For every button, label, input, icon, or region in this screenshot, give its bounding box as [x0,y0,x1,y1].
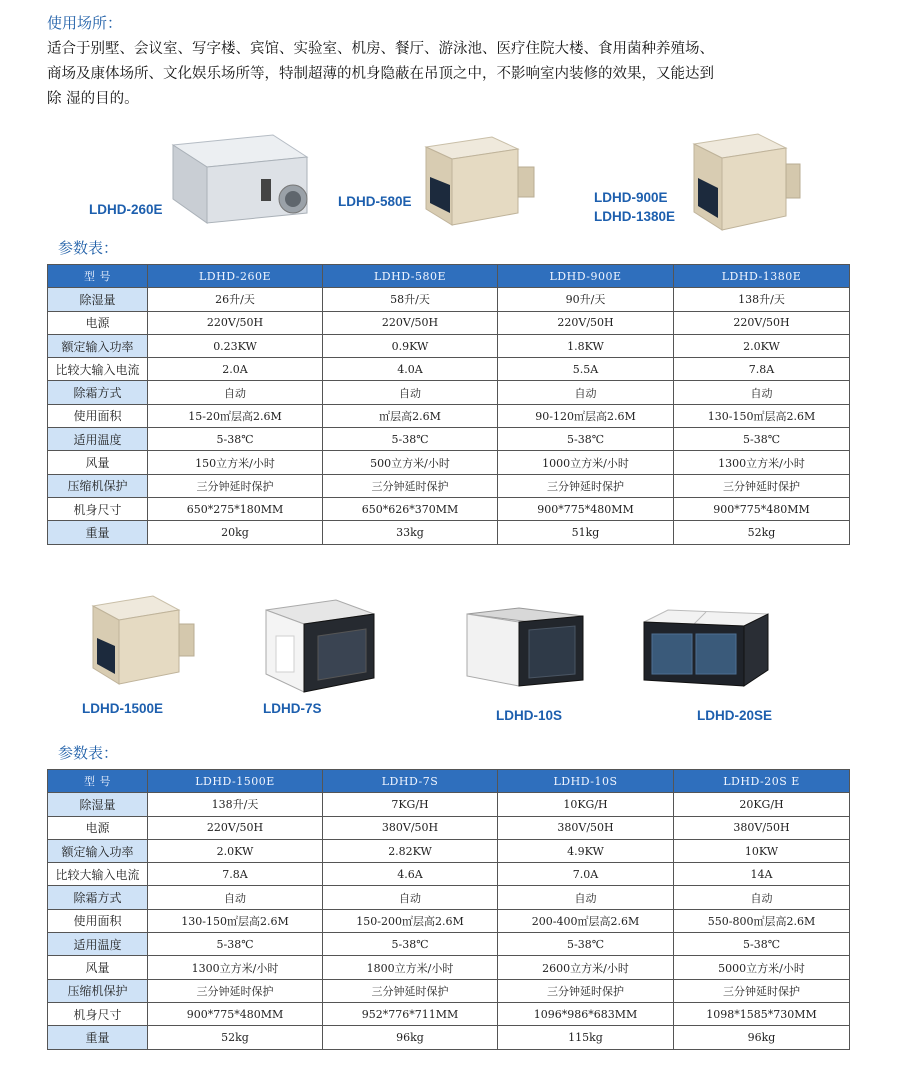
table-cell: 1.8KW [498,334,674,357]
table-cell: 900*775*480MM [498,497,674,520]
table-cell: 130-150㎡层高2.6M [148,909,323,932]
row-label: 适用温度 [48,428,148,451]
table-cell: 2.0A [148,358,323,381]
product-label-ldhd-580e: LDHD-580E [338,194,412,209]
table-cell: 5-38℃ [498,428,674,451]
table-cell: 5-38℃ [323,428,498,451]
table-cell: 138升/天 [674,288,850,311]
row-label: 除霜方式 [48,381,148,404]
table-row [48,933,850,956]
table-cell: 52kg [674,521,850,544]
table-cell: 三分钟延时保护 [148,474,323,497]
product-image-ldhd-10s [463,604,588,688]
table-cell: 自动 [498,381,674,404]
product-image-ldhd-7s [262,596,380,694]
table-cell: 自动 [323,886,498,909]
table-cell: 115kg [498,1026,674,1049]
table-row [48,311,850,334]
table-row [48,381,850,404]
row-label: 额定输入功率 [48,334,148,357]
table-cell: 20kg [148,521,323,544]
table-cell: 220V/50H [674,311,850,334]
row-label: 额定输入功率 [48,839,148,862]
table-cell: 1300立方米/小时 [674,451,850,474]
row-label: 电源 [48,311,148,334]
row-label: 使用面积 [48,404,148,427]
table-cell: 130-150㎡层高2.6M [674,404,850,427]
table-header-row [48,265,850,288]
table-cell: 三分钟延时保护 [148,979,323,1002]
product-label-ldhd-10s: LDHD-10S [496,708,563,723]
table-cell: 5-38℃ [323,933,498,956]
table-cell: 150立方米/小时 [148,451,323,474]
row-label: 重量 [48,521,148,544]
spec-table-2 [47,769,850,1050]
table-cell: 380V/50H [498,816,674,839]
spec-table-1 [47,264,850,545]
table-cell: 2.82KW [323,839,498,862]
row-label: 压缩机保护 [48,979,148,1002]
table-cell: 1800立方米/小时 [323,956,498,979]
table-cell: 952*776*711MM [323,1002,498,1025]
header-model-cell: LDHD-580E [323,265,498,288]
row-label: 适用温度 [48,933,148,956]
table-cell: 20KG/H [674,793,850,816]
product-image-ldhd-20se [640,606,770,690]
row-label: 比较大输入电流 [48,358,148,381]
usage-heading: 使用场所： [47,14,123,32]
product-label-ldhd-20se: LDHD-20SE [697,708,773,723]
table-cell: 5-38℃ [148,428,323,451]
table-row [48,886,850,909]
table-cell: 5-38℃ [674,933,850,956]
table-cell: 550-800㎡层高2.6M [674,909,850,932]
product-image-ldhd-260e [165,127,315,227]
table-cell: 1098*1585*730MM [674,1002,850,1025]
table-row [48,979,850,1002]
usage-line: 除 湿的目的。 [47,91,139,107]
product-label-ldhd-7s: LDHD-7S [263,701,322,716]
table-cell: 900*775*480MM [674,497,850,520]
table-cell: 三分钟延时保护 [498,474,674,497]
table-row [48,288,850,311]
table-header-row [48,770,850,793]
header-model-cell: LDHD-1380E [674,265,850,288]
table-cell: ㎡层高2.6M [323,404,498,427]
table-cell: 900*775*480MM [148,1002,323,1025]
table-cell: 380V/50H [323,816,498,839]
table-cell: 4.9KW [498,839,674,862]
row-label: 风量 [48,451,148,474]
product-label-ldhd-260e: LDHD-260E [89,202,163,217]
usage-line: 适合于别墅、会议室、写字楼、宾馆、实验室、机房、餐厅、游泳池、医疗住院大楼、食用菌种养殖场、 [47,41,714,57]
header-model-cell: LDHD-1500E [148,770,323,793]
row-label: 风量 [48,956,148,979]
table-row [48,793,850,816]
row-label: 重量 [48,1026,148,1049]
table-cell: 5000立方米/小时 [674,956,850,979]
table-cell: 5-38℃ [498,933,674,956]
table-cell: 自动 [674,886,850,909]
table-row [48,956,850,979]
row-label: 压缩机保护 [48,474,148,497]
table-cell: 15-20㎡层高2.6M [148,404,323,427]
table-cell: 90升/天 [498,288,674,311]
product-label-ldhd-900e-1380e: LDHD-900E LDHD-1380E [594,190,676,224]
table-cell: 96kg [323,1026,498,1049]
table-row [48,404,850,427]
table-row [48,497,850,520]
spec-table-heading: 参数表： [58,239,119,257]
usage-line: 商场及康体场所、文化娱乐场所等，特制超薄的机身隐蔽在吊顶之中，不影响室内装修的效果，又能达到 [47,66,714,82]
table-cell: 三分钟延时保护 [674,979,850,1002]
table-cell: 自动 [674,381,850,404]
product-label-ldhd-1500e: LDHD-1500E [82,701,164,716]
header-model-cell: LDHD-10S [498,770,674,793]
header-model-cell: LDHD-7S [323,770,498,793]
table-cell: 7.0A [498,863,674,886]
table-cell: 96kg [674,1026,850,1049]
table-cell: 5.5A [498,358,674,381]
table-row [48,839,850,862]
row-label: 使用面积 [48,909,148,932]
table-row [48,428,850,451]
table-cell: 自动 [148,381,323,404]
row-label: 机身尺寸 [48,497,148,520]
table-cell: 26升/天 [148,288,323,311]
table-cell: 650*626*370MM [323,497,498,520]
table-row [48,909,850,932]
product-image-ldhd-580e [412,133,537,231]
table-cell: 58升/天 [323,288,498,311]
table-cell: 4.0A [323,358,498,381]
usage-description [47,37,857,112]
product-image-ldhd-900e [688,130,803,235]
table-cell: 自动 [148,886,323,909]
table-cell: 220V/50H [148,311,323,334]
table-cell: 200-400㎡层高2.6M [498,909,674,932]
table-cell: 三分钟延时保护 [498,979,674,1002]
table-cell: 220V/50H [323,311,498,334]
table-cell: 0.9KW [323,334,498,357]
table-row [48,863,850,886]
table-cell: 380V/50H [674,816,850,839]
row-label: 除霜方式 [48,886,148,909]
table-cell: 650*275*180MM [148,497,323,520]
table-cell: 三分钟延时保护 [674,474,850,497]
table-cell: 三分钟延时保护 [323,979,498,1002]
table-cell: 220V/50H [498,311,674,334]
product-image-ldhd-1500e [87,592,197,692]
table-row [48,1002,850,1025]
table-cell: 90-120㎡层高2.6M [498,404,674,427]
table-cell: 2.0KW [148,839,323,862]
table-cell: 7KG/H [323,793,498,816]
table-cell: 5-38℃ [148,933,323,956]
table-cell: 500立方米/小时 [323,451,498,474]
header-model-label: 型 号 [48,265,148,288]
row-label: 比较大输入电流 [48,863,148,886]
row-label: 除湿量 [48,793,148,816]
spec-table-heading: 参数表： [58,744,119,762]
table-cell: 1096*986*683MM [498,1002,674,1025]
table-row [48,474,850,497]
table-cell: 52kg [148,1026,323,1049]
table-row [48,521,850,544]
table-cell: 0.23KW [148,334,323,357]
table-cell: 4.6A [323,863,498,886]
header-model-cell: LDHD-260E [148,265,323,288]
table-cell: 自动 [323,381,498,404]
row-label: 电源 [48,816,148,839]
table-cell: 150-200㎡层高2.6M [323,909,498,932]
table-cell: 138升/天 [148,793,323,816]
table-cell: 10KG/H [498,793,674,816]
table-row [48,451,850,474]
table-cell: 1000立方米/小时 [498,451,674,474]
header-model-label: 型 号 [48,770,148,793]
header-model-cell: LDHD-20S E [674,770,850,793]
row-label: 除湿量 [48,288,148,311]
table-cell: 7.8A [674,358,850,381]
table-cell: 51kg [498,521,674,544]
table-cell: 自动 [498,886,674,909]
table-cell: 三分钟延时保护 [323,474,498,497]
table-cell: 14A [674,863,850,886]
table-cell: 33kg [323,521,498,544]
table-cell: 10KW [674,839,850,862]
table-cell: 5-38℃ [674,428,850,451]
header-model-cell: LDHD-900E [498,265,674,288]
table-cell: 220V/50H [148,816,323,839]
table-cell: 2600立方米/小时 [498,956,674,979]
table-cell: 7.8A [148,863,323,886]
table-row [48,358,850,381]
table-cell: 1300立方米/小时 [148,956,323,979]
table-cell: 2.0KW [674,334,850,357]
row-label: 机身尺寸 [48,1002,148,1025]
table-row [48,1026,850,1049]
table-row [48,816,850,839]
table-row [48,334,850,357]
